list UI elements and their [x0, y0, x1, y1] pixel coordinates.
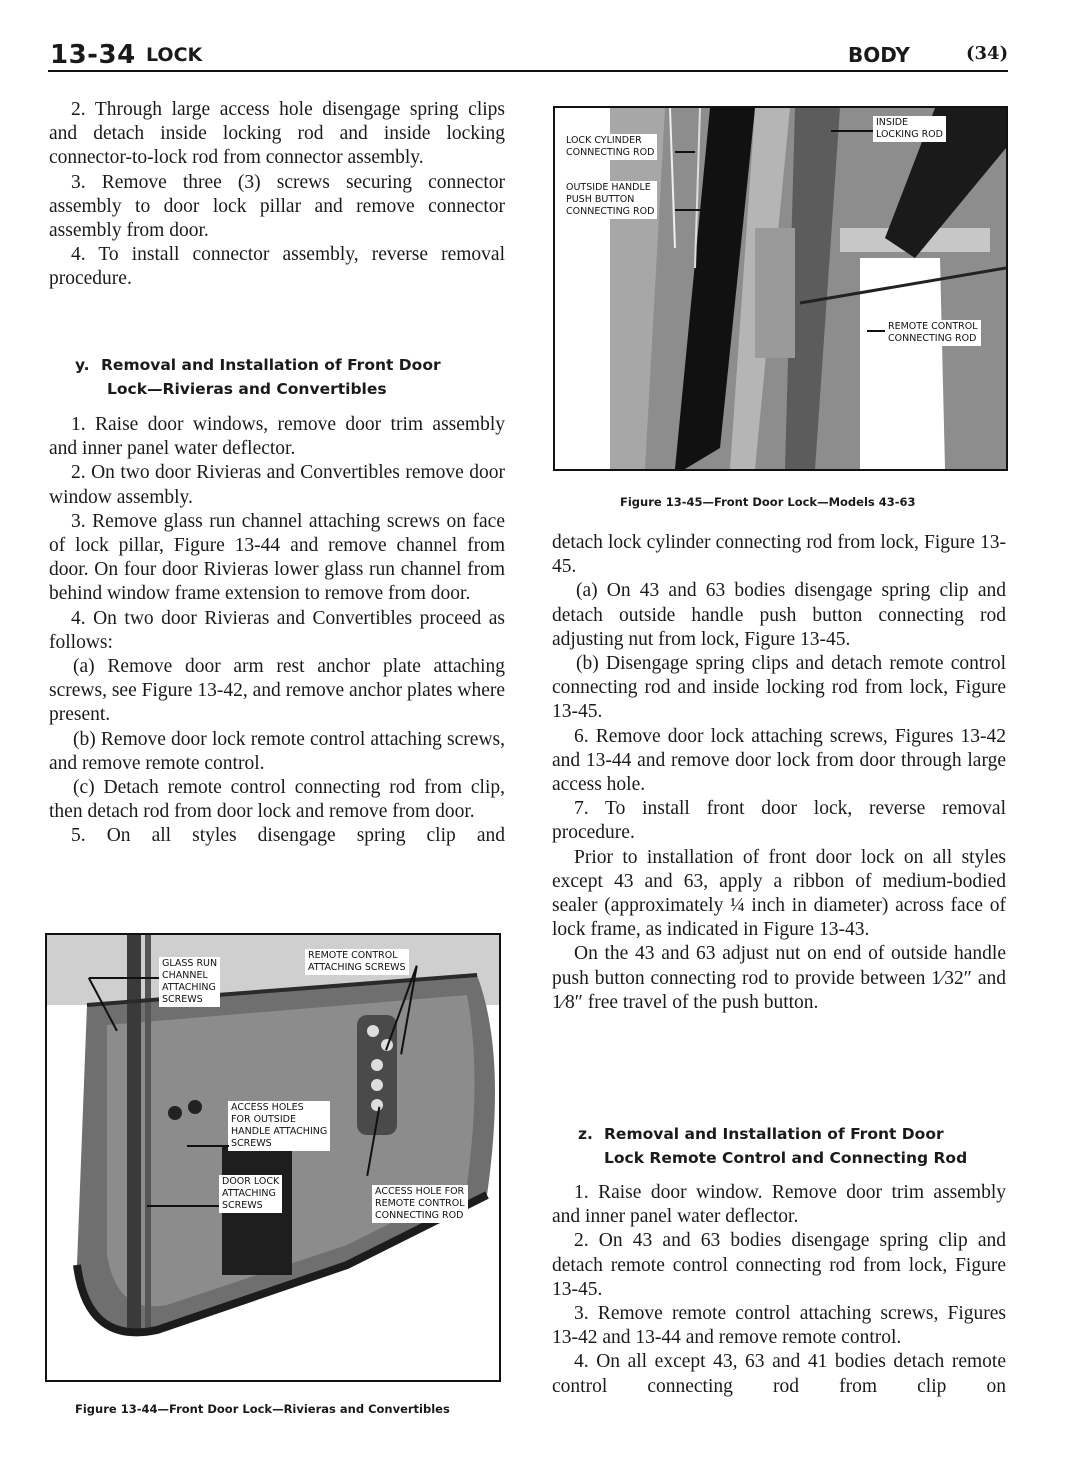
section-z-heading: [578, 1122, 1018, 1170]
leader-line: [675, 151, 695, 153]
callout-access-holes-outside-handle: ACCESS HOLES FOR OUTSIDE HANDLE ATTACHING SCREWS: [228, 1101, 330, 1151]
callout-remote-control-connecting-rod: REMOTE CONTROL CONNECTING ROD: [885, 320, 981, 346]
paragraph: 6. Remove door lock attaching screws, Figures 13-42 and 13-44 and remove door lock from door through large access hole.: [552, 725, 1006, 796]
figure-13-45-photo: [553, 106, 1008, 471]
leader-line: [675, 209, 715, 211]
section-letter: z.: [578, 1125, 593, 1143]
paragraph: On the 43 and 63 adjust nut on end of outside handle push button connecting rod to provide between 1⁄32″ and 1⁄8″ free travel of the push button.: [552, 943, 1006, 1013]
heading-line-1: Removal and Installation of Front Door: [101, 356, 441, 374]
callout-glass-run-channel-screws: GLASS RUN CHANNEL ATTACHING SCREWS: [159, 957, 220, 1007]
right-continued-text: [552, 531, 1006, 1015]
leader-line: [89, 977, 159, 979]
leader-line: [187, 1145, 229, 1147]
left-intro-text: [49, 98, 505, 292]
page-header: [48, 38, 1008, 72]
figure-13-44-caption: Figure 13-44—Front Door Lock—Rivieras and Convertibles: [75, 1402, 450, 1416]
paragraph: 1. Raise door window. Remove door trim assembly and inner panel water deflector.: [552, 1182, 1006, 1228]
paragraph: 7. To install front door lock, reverse removal procedure.: [552, 798, 1006, 844]
paragraph: (a) On 43 and 63 bodies disengage spring clip and detach outside handle push button connecting rod adjusting nut from lock, Figure 13-45.: [552, 580, 1006, 650]
leader-line: [831, 130, 873, 132]
callout-inside-locking-rod: INSIDE LOCKING ROD: [873, 116, 946, 142]
paragraph: 4. On two door Rivieras and Convertibles proceed as follows:: [49, 607, 505, 653]
paragraph: 5. On all styles disengage spring clip and: [71, 825, 505, 847]
paragraph: (b) Disengage spring clips and detach remote control connecting rod and inside locking rod from lock, Figure 13-45.: [552, 653, 1006, 723]
leader-line: [147, 1205, 219, 1207]
paragraph: 3. Remove three (3) screws securing connector assembly to door lock pillar and remove connector assembly from door.: [49, 171, 505, 242]
figure-13-44-photo: [45, 933, 501, 1382]
leader-line: [867, 330, 885, 332]
section-z-body: [552, 1181, 1006, 1399]
paragraph: (a) Remove door arm rest anchor plate attaching screws, see Figure 13-42, and remove anchor plates where present.: [49, 656, 505, 726]
paragraph: detach lock cylinder connecting rod from lock, Figure 13-45.: [552, 532, 1006, 578]
paragraph: 3. Remove remote control attaching screws, Figures 13-42 and 13-44 and remove remote control.: [552, 1303, 1006, 1349]
paragraph: 4. To install connector assembly, reverse removal procedure.: [49, 244, 505, 290]
chapter-title: BODY: [848, 43, 910, 67]
paragraph: 2. Through large access hole disengage spring clips and detach inside locking rod and inside locking connector-to-lock rod from connector assembly.: [49, 99, 505, 169]
paragraph: 4. On all except 43, 63 and 41 bodies detach remote control connecting rod from clip on: [552, 1351, 1006, 1397]
heading-line-2: Lock—Rivieras and Convertibles: [107, 380, 387, 398]
paragraph: 3. Remove glass run channel attaching screws on face of lock pillar, Figure 13-44 and remove channel from door. On four door Rivieras lower glass run channel from behind window frame extension to remove from door.: [49, 510, 505, 605]
callout-remote-control-attaching-screws: REMOTE CONTROL ATTACHING SCREWS: [305, 949, 409, 975]
lock-mechanism-illustration: [555, 108, 1006, 469]
section-letter: y.: [75, 356, 90, 374]
paragraph: 2. On 43 and 63 bodies disengage spring clip and detach remote control connecting rod from lock, Figure 13-45.: [552, 1230, 1006, 1300]
callout-door-lock-attaching-screws: DOOR LOCK ATTACHING SCREWS: [219, 1175, 282, 1213]
section-y-body: [49, 413, 505, 849]
section-title: LOCK: [146, 44, 203, 66]
callout-lock-cylinder-rod: LOCK CYLINDER CONNECTING ROD: [563, 134, 657, 160]
paragraph: 1. Raise door windows, remove door trim assembly and inner panel water deflector.: [49, 414, 505, 460]
heading-line-1: Removal and Installation of Front Door: [604, 1125, 944, 1143]
callout-outside-handle-push-button-rod: OUTSIDE HANDLE PUSH BUTTON CONNECTING ROD: [563, 181, 657, 219]
section-y-heading: [75, 353, 515, 401]
paragraph: 2. On two door Rivieras and Convertibles remove door window assembly.: [49, 462, 505, 508]
chapter-page-number: (34): [966, 43, 1009, 64]
paragraph: Prior to installation of front door lock on all styles except 43 and 63, apply a ribbon of medium-bodied sealer (approximately ¼ inch in diameter) across face of lock frame, as indicated in Figure 13-43.: [552, 846, 1006, 941]
paragraph: (c) Detach remote control connecting rod from clip, then detach rod from door lock and remove from door.: [49, 777, 505, 823]
page-number: 13-34: [50, 40, 136, 70]
figure-13-45-caption: Figure 13-45—Front Door Lock—Models 43-63: [620, 495, 916, 509]
heading-line-2: Lock Remote Control and Connecting Rod: [604, 1149, 968, 1167]
door-panel-illustration: [47, 935, 499, 1380]
callout-access-hole-remote-control-rod: ACCESS HOLE FOR REMOTE CONTROL CONNECTING ROD: [372, 1185, 468, 1223]
paragraph: (b) Remove door lock remote control attaching screws, and remove remote control.: [49, 728, 505, 774]
